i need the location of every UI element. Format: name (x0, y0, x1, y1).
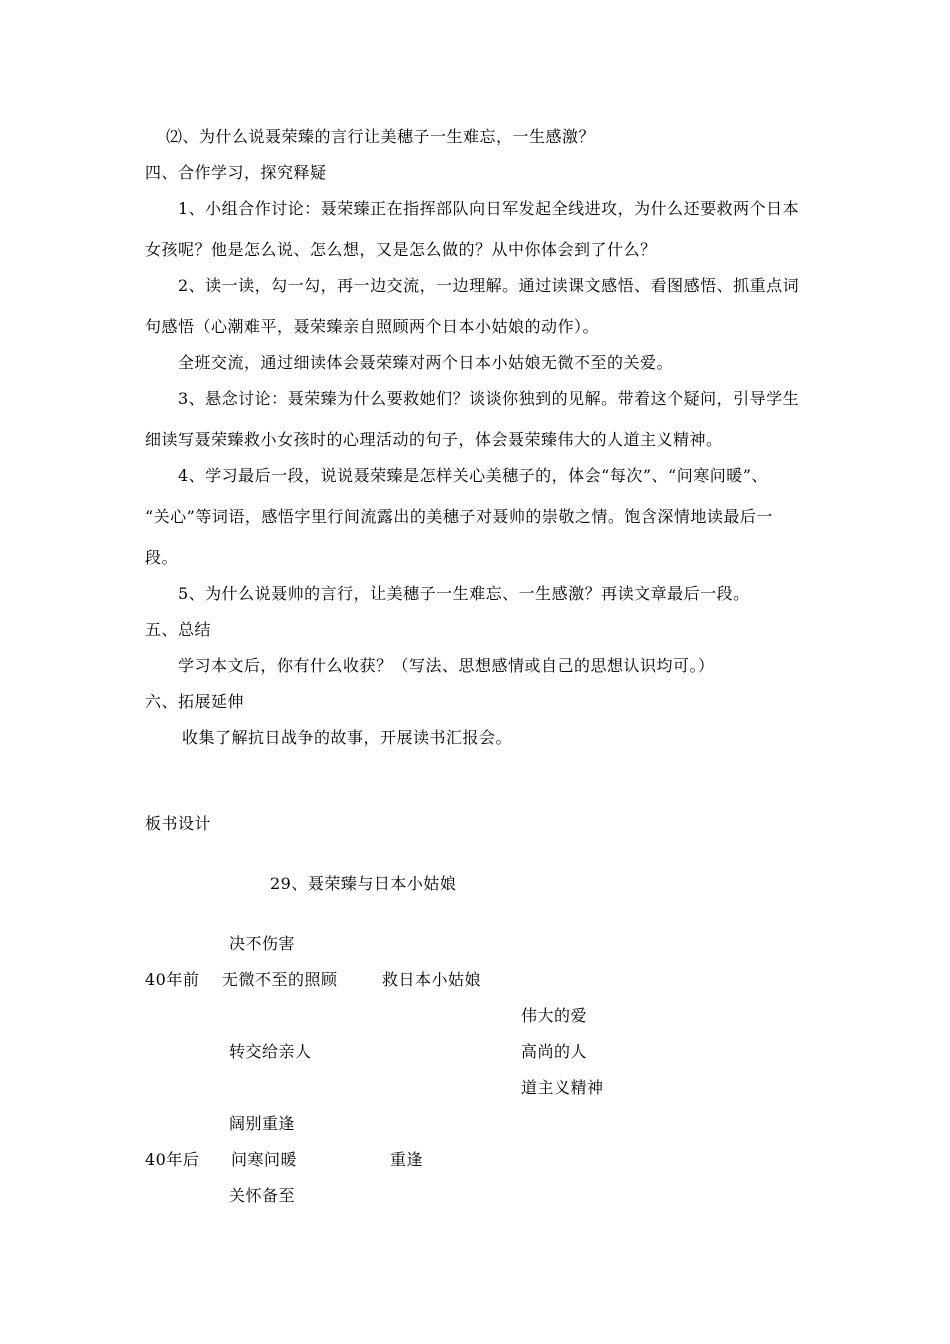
board-after-item-1: 阔别重逢 (229, 1114, 296, 1133)
board-before-item-1: 决不伤害 (229, 934, 296, 953)
section-4-item-3-line-1: 3、悬念讨论：聂荣臻为什么要救她们？谈谈你独到的见解。带着这个疑问，引导学生 (178, 389, 800, 408)
section-4-item-5: 5、为什么说聂帅的言行，让美穗子一生难忘、一生感激？再读文章最后一段。 (178, 584, 750, 603)
board-right-item-3: 道主义精神 (521, 1078, 604, 1097)
section-4-item-2-line-3: 全班交流，通过细读体会聂荣臻对两个日本小姑娘无微不至的关爱。 (178, 353, 674, 372)
section-4-item-1-line-1: 1、小组合作讨论：聂荣臻正在指挥部队向日军发起全线进攻，为什么还要救两个日本 (178, 199, 800, 218)
board-after-center: 重逢 (390, 1150, 424, 1169)
board-after-item-2: 问寒问暖 (231, 1150, 298, 1169)
board-before-item-3: 转交给亲人 (229, 1042, 312, 1061)
section-5-heading: 五、总结 (145, 620, 212, 639)
board-before-label: 40年前 (145, 970, 200, 989)
section-6-text: 收集了解抗日战争的故事，开展读书汇报会。 (182, 728, 513, 747)
question-2: ⑵、为什么说聂荣臻的言行让美穗子一生难忘，一生感激？ (166, 127, 596, 146)
section-4-item-3-line-2: 细读写聂荣臻救小女孩时的心理活动的句子，体会聂荣臻伟大的人道主义精神。 (145, 430, 723, 449)
board-after-label: 40年后 (145, 1150, 200, 1169)
board-right-item-2: 高尚的人 (521, 1042, 588, 1061)
section-4-item-4-line-2: “关心”等词语，感悟字里行间流露出的美穗子对聂帅的崇敬之情。饱含深情地读最后一 (145, 507, 773, 526)
section-4-item-4-line-3: 段。 (145, 548, 179, 567)
board-design-heading: 板书设计 (145, 814, 212, 833)
section-4-item-1-line-2: 女孩呢？他是怎么说、怎么想，又是怎么做的？从中你体会到了什么？ (145, 240, 657, 259)
board-center-phrase: 救日本小姑娘 (382, 970, 482, 989)
board-before-item-2: 无微不至的照顾 (222, 970, 338, 989)
section-4-item-2-line-1: 2、读一读，勾一勾，再一边交流，一边理解。通过读课文感悟、看图感悟、抓重点词 (178, 276, 800, 295)
section-4-item-4-line-1: 4、学习最后一段，说说聂荣臻是怎样关心美穗子的，体会“每次”、“问寒问暖”、 (178, 466, 768, 485)
section-5-text: 学习本文后，你有什么收获？（写法、思想感情或自己的思想认识均可。） (178, 656, 715, 675)
section-6-heading: 六、拓展延伸 (145, 692, 245, 711)
board-title: 29、聂荣臻与日本小姑娘 (270, 874, 457, 893)
section-4-item-2-line-2: 句感悟（心潮难平，聂荣臻亲自照顾两个日本小姑娘的动作）。 (145, 317, 600, 336)
board-right-item-1: 伟大的爱 (521, 1006, 588, 1025)
section-4-heading: 四、合作学习，探究释疑 (145, 163, 327, 182)
board-after-item-3: 关怀备至 (229, 1186, 296, 1205)
